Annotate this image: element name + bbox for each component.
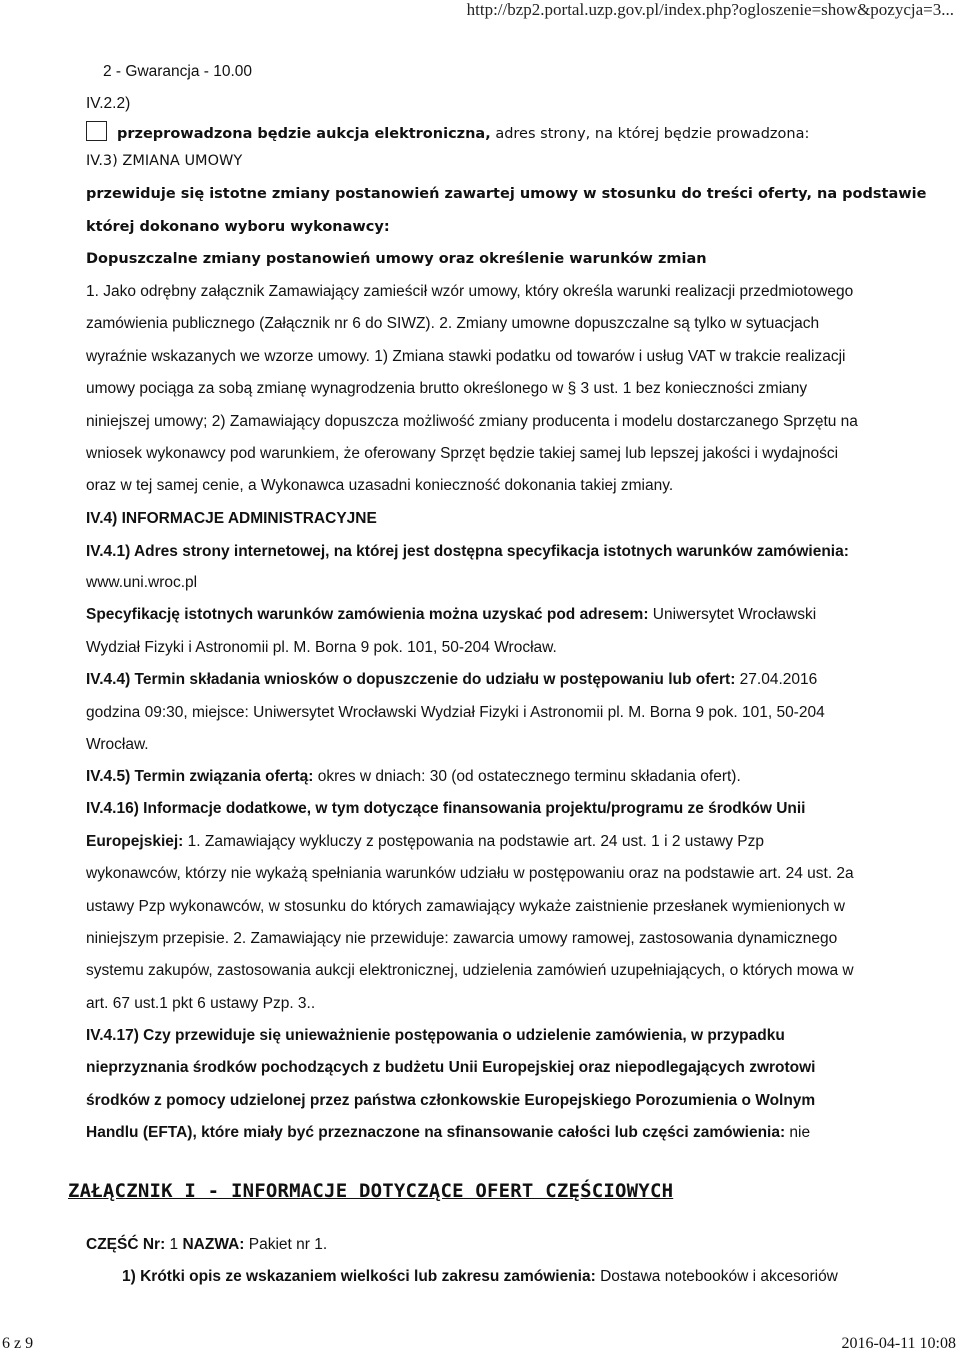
changes-text-line-2: zamówienia publicznego (Załącznik nr 6 do SIWZ). 2. Zmiany umowne dopuszczalne są tylko w sytuacjach [86,315,820,332]
annulment-text-1: IV.4.17) Czy przewiduje się unieważnienie postępowania o udzielenie zamówienia, w przypadku [86,1027,785,1044]
changes-text-line-1: 1. Jako odrębny załącznik Zamawiający zamieścił wzór umowy, który określa warunki realizacji przedmiotowego [86,283,854,300]
allowed-changes-heading [86,249,707,269]
deadline-date: 27.04.2016 [735,671,818,688]
siwz-url-question-text: IV.4.1) Adres strony internetowej, na której jest dostępna specyfikacja istotnych warunków zamówienia: [86,543,849,560]
section-iv-4-heading [86,509,377,529]
annulment-line-4 [86,1123,810,1143]
changes-text-line-7: oraz w tej samej cenie, a Wykonawca uzasadni konieczność dokonania takiej zmiany. [86,477,674,494]
siwz-address-line-2: Wydział Fizyki i Astronomii pl. M. Borna 9 pok. 101, 50-204 Wrocław. [86,639,557,656]
deadline-line-2: godzina 09:30, miejsce: Uniwersytet Wrocławski Wydział Fizyki i Astronomii pl. M. Borna 9 pok. 101, 50-204 [86,704,825,721]
changes-question-text-2: której dokonano wyboru wykonawcy: [86,219,390,235]
annex-part-line [86,1235,327,1255]
annulment-text-2: nieprzyznania środków pochodzących z budżetu Unii Europejskiej oraz niepodlegających zwrotowi [86,1059,816,1076]
changes-question-line-2 [86,217,390,237]
binding-period-label: IV.4.5) Termin związania ofertą: [86,768,314,785]
allowed-changes-title: Dopuszczalne zmiany postanowień umowy oraz określenie warunków zmian [86,251,707,267]
additional-info-line-5: niniejszym przepisie. 2. Zamawiający nie przewiduje: zawarcia umowy ramowej, zastosowania dynamicznego [86,930,838,947]
auction-text: adres strony, na której będzie prowadzona: [490,126,810,142]
deadline-line-1 [86,670,817,690]
additional-info-text-1: 1. Zamawiający wykluczy z postępowania na podstawie art. 24 ust. 1 i 2 ustawy Pzp [183,833,765,850]
section-iv-4-title: IV.4) INFORMACJE ADMINISTRACYJNE [86,510,377,527]
binding-period-value: okres w dniach: 30 (od ostatecznego terminu składania ofert). [313,768,741,785]
print-datetime: 2016-04-11 10:08 [841,1335,956,1352]
annulment-line-1 [86,1026,785,1046]
additional-info-label-1: IV.4.16) Informacje dodatkowe, w tym dotyczące finansowania projektu/programu ze środków Unii [86,800,806,817]
changes-text-line-3: wyraźnie wskazanych we wzorze umowy. 1) Zmiana stawki podatku od towarów i usług VAT w trakcie realizacji [86,348,846,365]
annex-title: ZAŁĄCZNIK I - INFORMACJE DOTYCZĄCE OFERT CZĘŚCIOWYCH [68,1180,674,1202]
additional-info-line-1 [86,799,806,819]
additional-info-line-6: systemu zakupów, zastosowania aukcji elektronicznej, udzielenia zamówień uzupełniających, o których mowa w [86,962,854,979]
part-number-value: 1 [165,1236,183,1253]
part-name-label: NAZWA: [182,1236,245,1253]
annulment-line-3 [86,1091,815,1111]
deadline-label: IV.4.4) Termin składania wniosków o dopuszczenie do udziału w postępowaniu lub ofert: [86,671,736,688]
page-number: 6 z 9 [2,1335,34,1352]
changes-text-line-4: umowy pociąga za sobą zmianę wynagrodzenia brutto określonego w § 3 ust. 1 bez konieczności zmiany [86,380,808,397]
siwz-url-question [86,542,849,562]
auction-line [117,124,809,144]
additional-info-line-3: wykonawców, którzy nie wykażą spełniania warunków udziału w postępowaniu oraz na podstawie art. 24 ust. 2a [86,865,854,882]
description-label: 1) Krótki opis ze wskazaniem wielkości lub zakresu zamówienia: [122,1268,596,1285]
siwz-address-label: Specyfikację istotnych warunków zamówienia można uzyskać pod adresem: [86,606,649,623]
part-name-value: Pakiet nr 1. [244,1236,328,1253]
annulment-text-4: Handlu (EFTA), które miały być przeznaczone na sfinansowanie całości lub części zamówienia: [86,1124,786,1141]
siwz-url-link[interactable]: www.uni.wroc.pl [86,574,198,591]
annulment-answer: nie [785,1124,811,1141]
siwz-address-line-1 [86,605,816,625]
annex-description-line [122,1267,838,1287]
section-iv-2-2: IV.2.2) [86,95,131,112]
additional-info-line-2 [86,832,764,852]
changes-text-line-6: wniosek wykonawcy pod warunkiem, że oferowany Sprzęt będzie takiej samej lub lepszej jakości i wydajności [86,445,839,462]
additional-info-line-4: ustawy Pzp wykonawców, w stosunku do których zamawiający wykaże zaistnienie przesłanek wymienionych w [86,898,845,915]
siwz-address-value: Uniwersytet Wrocławski [648,606,817,623]
annulment-line-2 [86,1058,816,1078]
auction-checkbox[interactable] [86,121,107,141]
description-value: Dostawa notebooków i akcesoriów [595,1268,838,1285]
annulment-text-3: środków z pomocy udzielonej przez państwa członkowskie Europejskiego Porozumienia o Wolnym [86,1092,816,1109]
additional-info-line-7: art. 67 ust.1 pkt 6 ustawy Pzp. 3.. [86,995,316,1012]
additional-info-label-2: Europejskiej: [86,833,184,850]
part-number-label: CZĘŚĆ Nr: [86,1236,166,1253]
binding-period-line [86,767,741,787]
deadline-line-3: Wrocław. [86,736,149,753]
section-iv-3-heading: IV.3) ZMIANA UMOWY [86,153,243,169]
page-url-header: http://bzp2.portal.uzp.gov.pl/index.php?ogloszenie=show&pozycja=3... [466,0,954,19]
warranty-line: 2 - Gwarancja - 10.00 [103,63,253,80]
changes-question-text-1: przewiduje się istotne zmiany postanowień zawartej umowy w stosunku do treści oferty, na podstawie [86,186,927,202]
auction-label: przeprowadzona będzie aukcja elektroniczna, [117,126,491,142]
changes-question-line-1 [86,184,926,204]
changes-text-line-5: niniejszej umowy; 2) Zamawiający dopuszcza możliwość zmiany producenta i modelu dostarczanego Sprzętu na [86,413,858,430]
